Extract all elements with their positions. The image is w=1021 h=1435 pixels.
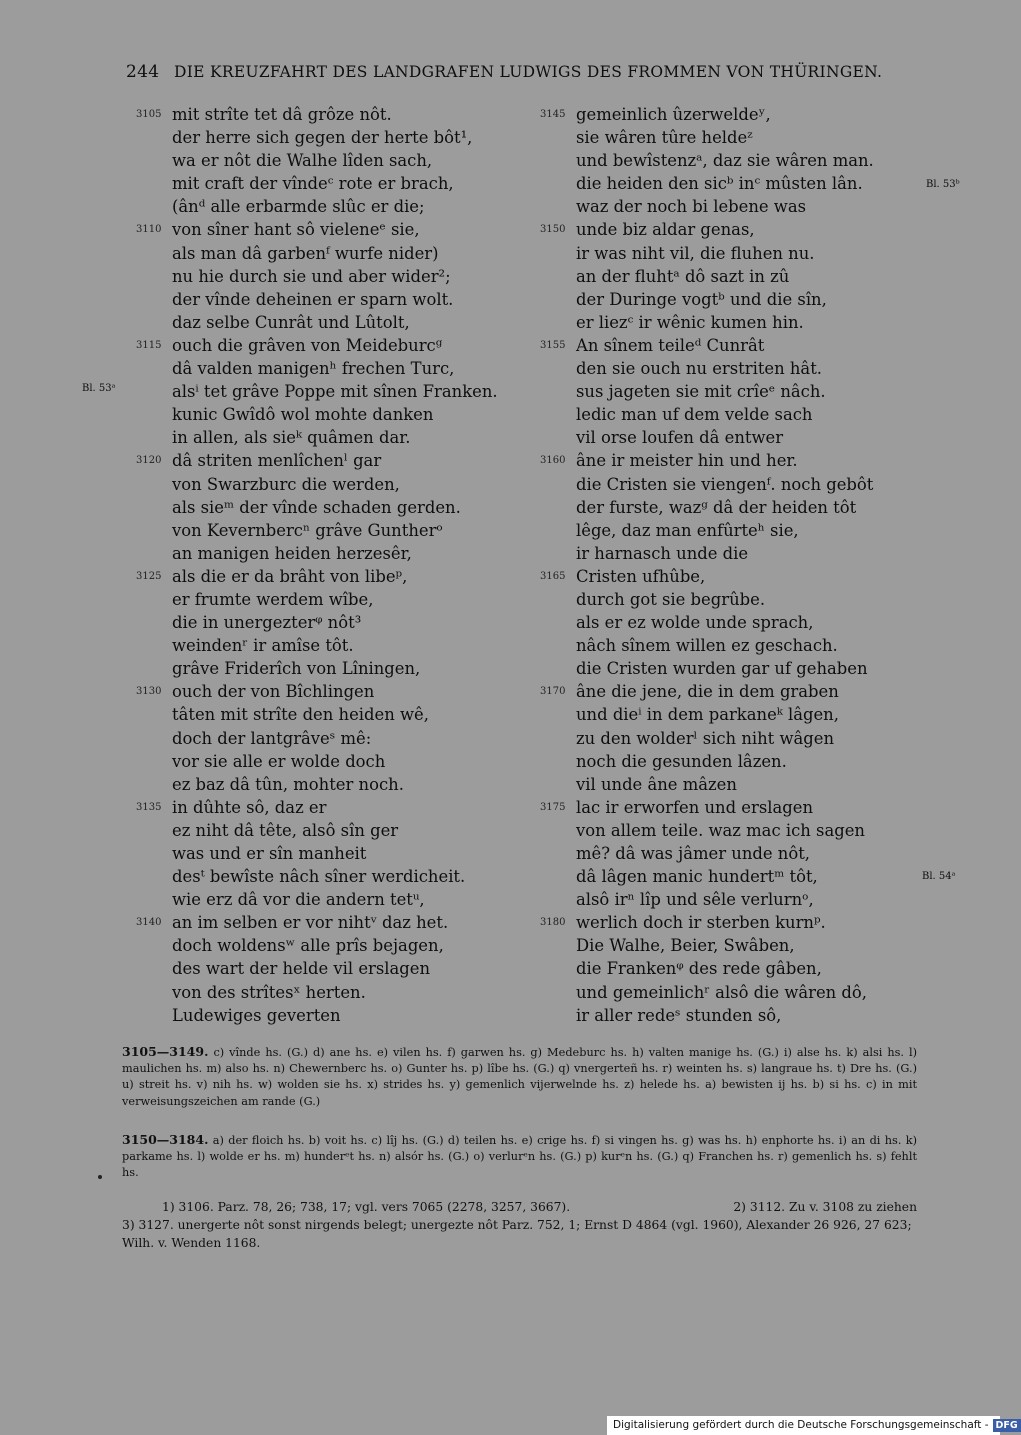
verse-line [540,773,920,796]
verse-line [136,218,536,241]
verse-text: ouch die grâven von Meideburcᵍ [172,335,443,355]
verse-text: alsô irⁿ lîp und sêle verlurnᵒ, [576,890,814,910]
apparatus-range: 3105—3149. [122,1044,209,1059]
verse-text: sus jageten sie mit crîeᵉ nâch. [576,382,826,402]
verse-line [540,426,920,449]
verse-text: dâ valden manigenʰ frechen Turc, [172,359,455,379]
verse-text: die heiden den sicᵇ inᶜ mûsten lân. [576,174,863,194]
verse-text: lêge, daz man enfûrteʰ sie, [576,520,799,540]
line-number: 3140 [136,917,162,929]
verse-text: dâ lâgen manic hundertᵐ tôt, [576,867,818,887]
verse-line [136,565,536,588]
verse-text: in dûhte sô, daz er [172,797,327,817]
verse-text: an manigen heiden herzesêr, [172,543,412,563]
verse-text: er frumte werdem wîbe, [172,589,374,609]
verse-text: ir was niht vil, die fluhen nu. [576,243,815,263]
verse-line [540,750,920,773]
verse-text: die in unergezterᵠ nôt³ [172,613,362,633]
verse-line [136,842,536,865]
verse-line [136,703,536,726]
verse-text: und gemeinlichʳ alsô die wâren dô, [576,982,867,1002]
verse-text: als er ez wolde unde sprach, [576,613,814,633]
verse-line [136,657,536,680]
verse-line [540,865,920,888]
verse-line [540,103,920,126]
verse-line [540,957,920,980]
verse-text: noch die gesunden lâzen. [576,751,787,771]
verse-line [540,334,920,357]
verse-text: von Kevernbercⁿ grâve Guntherᵒ [172,520,443,540]
verse-text: die Cristen wurden gar uf gehaben [576,659,868,679]
funding-footer [607,1416,1018,1435]
line-number: 3155 [540,339,566,351]
footer-text: Digitalisierung gefördert durch die Deutsche Forschungsgemeinschaft - [613,1419,989,1431]
verse-line [136,911,536,934]
verse-line [136,773,536,796]
verse-text: ir harnasch unde die [576,543,749,563]
verse-text: weindenʳ ir amîse tôt. [172,636,354,656]
verse-text: der Duringe vogtᵇ und die sîn, [576,289,827,309]
verse-line [540,473,920,496]
verse-text: und bewîstenzᵃ, daz sie wâren man. [576,151,874,171]
verse-text: Die Walhe, Beier, Swâben, [576,936,795,956]
verse-text: werlich doch ir sterben kurnᵖ. [576,913,826,933]
verse-text: mê? dâ was jâmer unde nôt, [576,844,811,863]
verse-text: Cristen ufhûbe, [576,566,706,586]
footnotes [122,1198,917,1252]
dfg-logo: DFG [993,1419,1021,1432]
verse-text: ez baz dâ tûn, mohter noch. [172,774,404,794]
verse-text: ir aller redeˢ stunden sô, [576,1005,782,1025]
margin-note-folio: Bl. 53ᵇ [926,179,960,190]
verse-text: alsⁱ tet grâve Poppe mit sînen Franken. [172,382,498,402]
right-verse-column [540,103,920,1027]
verse-line [540,611,920,634]
verse-line [136,680,536,703]
footnote-3: 3) 3127. unergerte nôt sonst nirgends belegt; unergezte nôt Parz. 752, 1; Ernst D 4864 (vgl. 1960), Alexander 26 926, 27 623; Wilh. v. Wenden 1168. [122,1218,912,1250]
stray-mark [98,1175,102,1179]
verse-text: âne die jene, die in dem graben [576,682,839,702]
verse-text: der vînde deheinen er sparn wolt. [172,289,454,309]
verse-line [540,888,920,911]
verse-line [136,403,536,426]
verse-line [540,657,920,680]
footnote-2: 2) 3112. Zu v. 3108 zu ziehen [733,1200,917,1214]
verse-line [136,288,536,311]
apparatus-readings: a) der floich hs. b) voit hs. c) lîj hs. (G.) d) teilen hs. e) crige hs. f) si vingen hs. g) was hs. h) enphorte hs. i) an di hs. k) parkame hs. l) wolde er hs. m) hunderᵉt hs. n) alsór hs. (G.) o) verlurᵉn hs. (G.) p) kurᵉn hs. (G.) q) Franchen hs. r) gemenlich hs. s) fehlt hs. [122,1134,918,1180]
line-number: 3175 [540,801,566,813]
verse-line [540,288,920,311]
verse-text: vil orse loufen dâ entwer [576,428,784,448]
verse-line [136,819,536,842]
verse-line [540,357,920,380]
verse-text: daz selbe Cunrât und Lûtolt, [172,312,410,332]
verse-line [540,449,920,472]
verse-text: ez niht dâ tête, alsô sîn ger [172,820,399,840]
verse-text: an der fluhtᵃ dô sazt in zû [576,266,790,286]
left-verse-column [136,103,536,1027]
verse-text: wie erz dâ vor die andern tetᵘ, [172,890,425,910]
verse-line [540,542,920,565]
line-number: 3105 [136,109,162,120]
verse-text: des wart der helde vil erslagen [172,959,431,979]
verse-line [136,957,536,980]
verse-text: und dieⁱ in dem parkaneᵏ lâgen, [576,705,839,725]
verse-text: der herre sich gegen der herte bôt¹, [172,128,473,148]
running-title: DIE KREUZFAHRT DES LANDGRAFEN LUDWIGS DES FROMMEN VON THÜRINGEN. [174,63,883,81]
verse-text: mit craft der vîndeᶜ rote er brach, [172,174,454,194]
margin-note-folio: Bl. 54ᵃ [922,871,956,882]
verse-line [540,727,920,750]
verse-line [540,496,920,519]
verse-line [540,242,920,265]
line-number: 3170 [540,686,566,698]
line-number: 3165 [540,570,566,582]
verse-text: An sînem teileᵈ Cunrât [576,335,765,355]
verse-line [136,796,536,819]
verse-text: ouch der von Bîchlingen [172,682,375,702]
line-number: 3120 [136,455,162,467]
verse-text: grâve Friderîch von Lîningen, [172,659,421,679]
verse-text: nâch sînem willen ez geschach. [576,636,838,656]
verse-text: Ludewiges geverten [172,1005,341,1025]
verse-text: vor sie alle er wolde doch [172,751,386,771]
verse-line [136,750,536,773]
verse-text: vil unde âne mâzen [576,774,737,794]
verse-line [136,149,536,172]
verse-text: von sîner hant sô vieleneᵉ sie, [172,220,420,240]
apparatus-range: 3150—3184. [122,1132,209,1147]
verse-line [136,473,536,496]
verse-line [136,311,536,334]
verse-line [136,727,536,750]
verse-line [136,888,536,911]
verse-text: zu den wolderˡ sich niht wâgen [576,728,835,748]
verse-text: er liezᶜ ir wênic kumen hin. [576,312,804,332]
verse-text: dâ striten menlîchenˡ gar [172,451,382,471]
verse-line [540,172,920,195]
line-number: 3180 [540,917,566,929]
verse-line [136,195,536,218]
verse-line [136,865,536,888]
verse-text: was und er sîn manheit [172,844,367,863]
verse-text: mit strîte tet dâ grôze nôt. [172,105,392,124]
line-number: 3110 [136,224,162,236]
verse-line [136,357,536,380]
verse-line [540,981,920,1004]
verse-line [136,172,536,195]
verse-line [540,796,920,819]
verse-line [136,103,536,126]
verse-text: der furste, wazᵍ dâ der heiden tôt [576,497,857,517]
line-number: 3130 [136,686,162,698]
verse-text: von allem teile. waz mac ich sagen [576,820,865,840]
verse-text: unde biz aldar genas, [576,220,755,240]
footnote-1: 1) 3106. Parz. 78, 26; 738, 17; vgl. vers 7065 (2278, 3257, 3667). [162,1200,571,1214]
verse-line [136,981,536,1004]
verse-text: als die er da brâht von libeᵖ, [172,566,408,586]
verse-line [540,565,920,588]
verse-text: kunic Gwîdô wol mohte danken [172,405,434,425]
verse-line [540,403,920,426]
verse-line [136,242,536,265]
verse-line [540,149,920,172]
verse-text: von des strîtesˣ herten. [172,982,366,1002]
verse-line [540,519,920,542]
line-number: 3125 [136,570,162,582]
verse-text: doch woldensʷ alle prîs bejagen, [172,936,444,956]
verse-text: âne ir meister hin und her. [576,451,798,471]
verse-line [136,634,536,657]
verse-line [540,634,920,657]
line-number: 3145 [540,109,566,120]
critical-apparatus-1 [122,1044,917,1110]
verse-line [136,934,536,957]
line-number: 3135 [136,801,162,813]
margin-note-folio: Bl. 53ᵃ [82,383,116,394]
verse-line [136,126,536,149]
verse-line [136,1004,536,1027]
verse-text: desᵗ bewîste nâch sîner werdicheit. [172,867,466,887]
verse-line [136,334,536,357]
verse-text: lac ir erworfen und erslagen [576,797,814,817]
verse-text: wa er nôt die Walhe lîden sach, [172,151,433,171]
apparatus-readings: c) vînde hs. (G.) d) ane hs. e) vilen hs. f) garwen hs. g) Medeburc hs. h) valten manige hs. (G.) i) alse hs. k) alsi hs. l) maulichen hs. m) also hs. n) Chewernberc hs. o) Gunter hs. p) lîbe hs. (G.) q) vnergerteñ hs. r) weinten hs. s) langraue hs. t) Dre hs. (G.) u) streit hs. v) nih hs. w) wolden sie hs. x) strides hs. y) gemenlich vijerwelnde hs. z) helede hs. a) bewisten ij hs. b) si hs. c) in mit verweisungszeichen am rande (G.) [122,1046,918,1108]
verse-text: gemeinlich ûzerweldeʸ, [576,105,771,124]
running-header [126,62,883,82]
verse-text: von Swarzburc die werden, [172,474,400,494]
verse-line [136,496,536,519]
verse-line [136,542,536,565]
verse-text: ledic man uf dem velde sach [576,405,813,425]
verse-line [136,449,536,472]
verse-line [136,426,536,449]
verse-text: tâten mit strîte den heiden wê, [172,705,429,725]
verse-text: sie wâren tûre heldeᶻ [576,128,753,148]
verse-line [540,1004,920,1027]
line-number: 3150 [540,224,566,236]
verse-text: die Cristen sie viengenᶠ. noch gebôt [576,474,874,494]
verse-line [540,380,920,403]
verse-text: den sie ouch nu erstriten hât. [576,359,823,379]
verse-line [540,842,920,865]
line-number: 3160 [540,455,566,467]
verse-text: doch der lantgrâveˢ mê: [172,728,372,748]
verse-line [540,265,920,288]
verse-line [540,911,920,934]
verse-line [136,611,536,634]
verse-line [540,588,920,611]
verse-text: (ânᵈ alle erbarmde slûc er die; [172,197,425,217]
verse-text: durch got sie begrûbe. [576,589,766,609]
verse-line [136,380,536,403]
verse-line [136,519,536,542]
verse-line [540,195,920,218]
verse-text: als sieᵐ der vînde schaden gerden. [172,497,461,517]
verse-line [540,934,920,957]
page-number: 244 [126,62,160,82]
verse-text: die Frankenᵠ des rede gâben, [576,959,822,979]
verse-text: in allen, als sieᵏ quâmen dar. [172,428,411,448]
critical-apparatus-2 [122,1132,917,1182]
verse-line [540,680,920,703]
line-number: 3115 [136,339,162,351]
verse-line [540,218,920,241]
verse-text: an im selben er vor nihtᵛ daz het. [172,913,449,933]
verse-line [540,126,920,149]
verse-line [136,265,536,288]
verse-text: waz der noch bi lebene was [576,197,807,217]
verse-line [540,819,920,842]
verse-line [540,703,920,726]
verse-line [540,311,920,334]
verse-text: als man dâ garbenᶠ wurfe nider) [172,243,439,263]
verse-text: nu hie durch sie und aber wider²; [172,266,451,286]
verse-line [136,588,536,611]
